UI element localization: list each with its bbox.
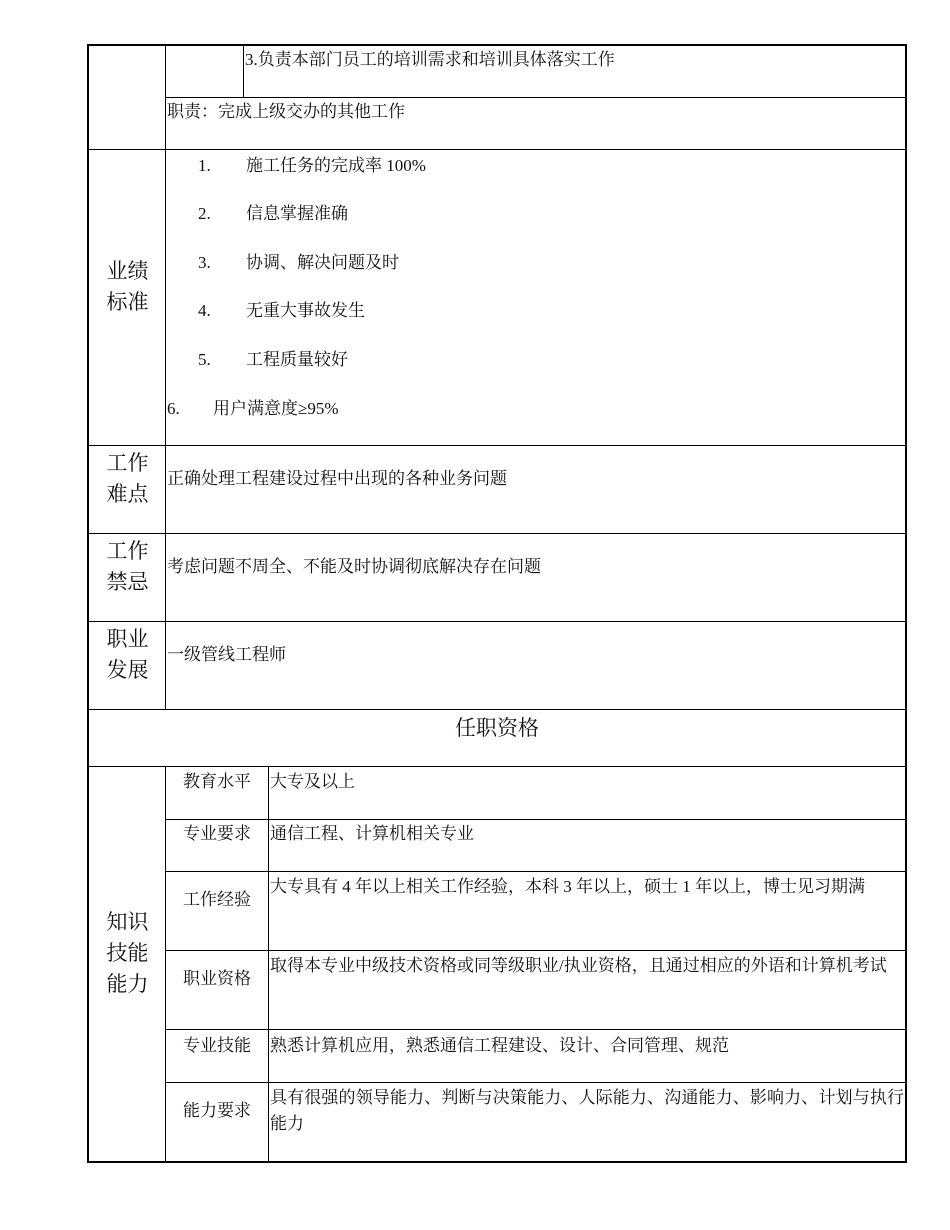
- performance-text-2: 信息掌握准确: [246, 204, 348, 223]
- performance-text-1: 施工任务的完成率 100%: [246, 156, 426, 175]
- performance-num-3: 3.: [198, 253, 211, 272]
- difficulty-text: 正确处理工程建设过程中出现的各种业务问题: [167, 469, 507, 488]
- taboo-label-1: 工作: [106, 539, 149, 563]
- performance-label-2: 标准: [106, 290, 149, 314]
- duty-other: 职责：完成上级交办的其他工作: [167, 102, 405, 121]
- career-text: 一级管线工程师: [167, 645, 286, 664]
- performance-text-4: 无重大事故发生: [246, 301, 365, 320]
- qual-value-skills: 熟悉计算机应用，熟悉通信工程建设、设计、合同管理、规范: [270, 1036, 729, 1055]
- qual-label-ability: 能力要求: [183, 1101, 251, 1120]
- difficulty-label-2: 难点: [106, 482, 149, 506]
- qualifications-label-1: 知识: [106, 910, 149, 934]
- difficulty-label-1: 工作: [106, 451, 149, 475]
- qual-label-education: 教育水平: [183, 772, 251, 791]
- qual-value-experience: 大专具有 4 年以上相关工作经验，本科 3 年以上，硕士 1 年以上，博士见习期满: [270, 877, 865, 896]
- performance-text-5: 工程质量较好: [246, 350, 348, 369]
- qual-label-certification: 职业资格: [183, 969, 251, 988]
- qualifications-label-2: 技能: [106, 941, 149, 965]
- career-label-2: 发展: [106, 658, 149, 682]
- career-label-1: 职业: [106, 627, 149, 651]
- performance-num-2: 2.: [198, 204, 211, 223]
- performance-num-6: 6.: [167, 399, 180, 418]
- qual-value-ability: 具有很强的领导能力、判断与决策能力、人际能力、沟通能力、影响力、计划与执行能力: [270, 1088, 904, 1133]
- performance-text-3: 协调、解决问题及时: [246, 253, 399, 272]
- performance-num-4: 4.: [198, 301, 211, 320]
- qualifications-title: 任职资格: [455, 716, 539, 740]
- qual-value-certification: 取得本专业中级技术资格或同等级职业/执业资格，且通过相应的外语和计算机考试: [270, 956, 887, 975]
- qualifications-label-3: 能力: [106, 972, 149, 996]
- qual-value-major: 通信工程、计算机相关专业: [270, 824, 474, 843]
- performance-num-1: 1.: [198, 156, 211, 175]
- performance-num-5: 5.: [198, 350, 211, 369]
- qual-label-major: 专业要求: [183, 824, 251, 843]
- duty-item-3: 3.负责本部门员工的培训需求和培训具体落实工作: [245, 50, 615, 69]
- qual-label-experience: 工作经验: [183, 890, 251, 909]
- qual-label-skills: 专业技能: [183, 1036, 251, 1055]
- taboo-label-2: 禁忌: [106, 570, 149, 594]
- taboo-text: 考虑问题不周全、不能及时协调彻底解决存在问题: [167, 557, 541, 576]
- qual-value-education: 大专及以上: [270, 772, 355, 791]
- performance-text-6: 用户满意度≥95%: [213, 399, 339, 418]
- performance-label-1: 业绩: [106, 259, 149, 283]
